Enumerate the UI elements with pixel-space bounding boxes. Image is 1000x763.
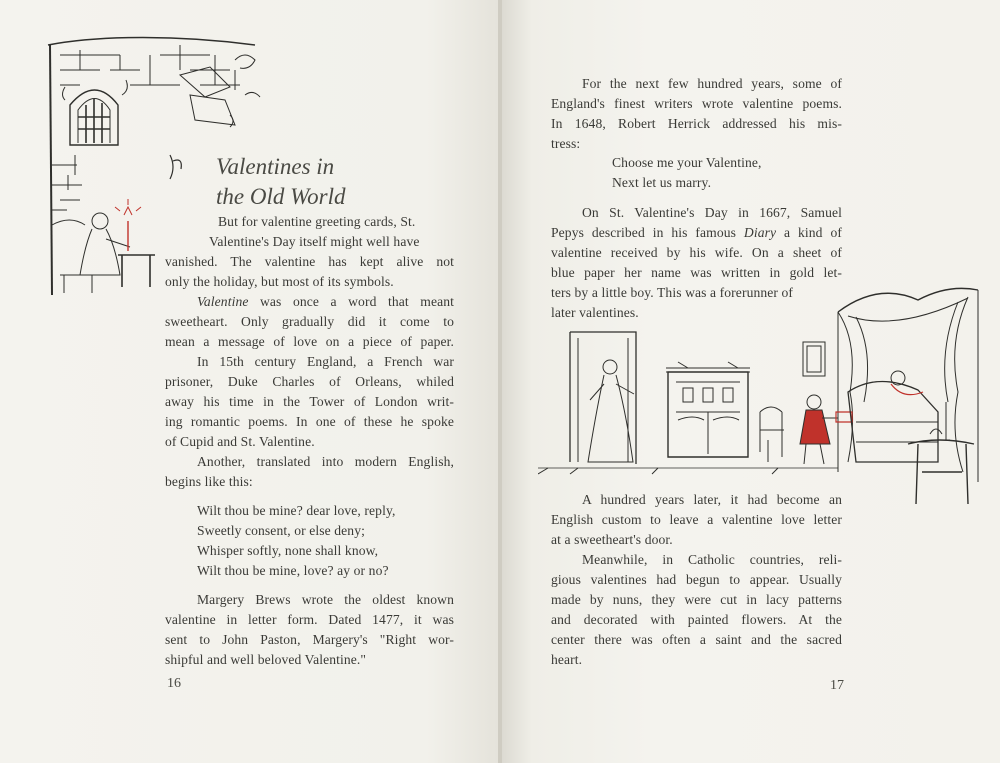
text-line [197,292,454,312]
text-line: Valentine's Day itself might well have [209,234,420,249]
text-line: begins like this: [165,474,253,489]
text-line: shipful and well beloved Valentine." [165,652,367,667]
text-line: later valentines. [551,305,639,320]
text-line: But for valentine greeting cards, St. [218,214,416,229]
chapter-heading-line2: the Old World [216,184,346,209]
poem-line: Sweetly consent, or else deny; [197,523,365,538]
text-run: a kind of [776,225,842,240]
text-run: Pepys described in his famous [551,225,744,240]
text-line: Margery Brews wrote the oldest known [197,592,454,607]
text-line: tress: [551,136,581,151]
text-line: England's finest writers wrote valentine poems. [551,96,842,111]
text-line: A hundred years later, it had become an [582,492,842,507]
text-line: For the next few hundred years, some of [582,76,842,91]
text-line: heart. [551,652,583,667]
text-line: valentine received by his wife. On a sheet of [551,245,842,260]
text-line: In 1648, Robert Herrick addressed his mis- [551,116,842,131]
text-line: ing romantic poems. In one of these he spoke [165,414,454,429]
right-page [502,0,1000,763]
poem-line: Whisper softly, none shall know, [197,543,379,558]
text-line: away his time in the Tower of London writ- [165,394,454,409]
text-line: ters by a little boy. This was a forerunner of [551,285,794,300]
poem-line: Wilt thou be mine, love? ay or no? [197,563,389,578]
text-line [551,223,842,243]
room-illustration [538,272,984,512]
verse-line: Next let us marry. [612,175,712,190]
verse-line: Choose me your Valentine, [612,155,762,170]
chapter-heading-line1: Valentines in [216,154,335,179]
page-number-right: 17 [830,678,844,693]
text-line: Meanwhile, in Catholic countries, reli- [582,552,842,567]
text-line: only the holiday, but most of its symbols. [165,274,394,289]
text-line: blue paper her name was written in gold let- [551,265,842,280]
text-line: of Cupid and St. Valentine. [165,434,315,449]
text-run: was once a word that meant [248,294,454,309]
text-line: valentine in letter form. Dated 1477, it was [165,612,454,627]
text-line: Another, translated into modern English, [197,454,454,469]
text-line: English custom to leave a valentine love letter [551,512,842,527]
text-line: prisoner, Duke Charles of Orleans, whiled [165,374,454,389]
text-line: made by nuns, they were cut in lacy patterns [551,592,842,607]
text-line: sent to John Paston, Margery's "Right wor- [165,632,454,647]
italic-word: Diary [743,225,777,240]
text-line: mean a message of love on a piece of paper. [165,334,454,349]
poem-line: Wilt thou be mine? dear love, reply, [197,503,396,518]
text-line: On St. Valentine's Day in 1667, Samuel [582,205,842,220]
page-number-left: 16 [167,676,181,691]
text-line: In 15th century England, a French war [197,354,454,369]
text-line: at a sweetheart's door. [551,532,673,547]
text-line: center there was often a saint and the sacred [551,632,842,647]
italic-word: Valentine [197,294,249,309]
text-line: and decorated with painted flowers. At the [551,612,842,627]
text-line: vanished. The valentine has kept alive not [165,254,454,269]
text-line: sweetheart. Only gradually did it come to [165,314,454,329]
text-line: gious valentines had begun to appear. Usually [551,572,842,587]
